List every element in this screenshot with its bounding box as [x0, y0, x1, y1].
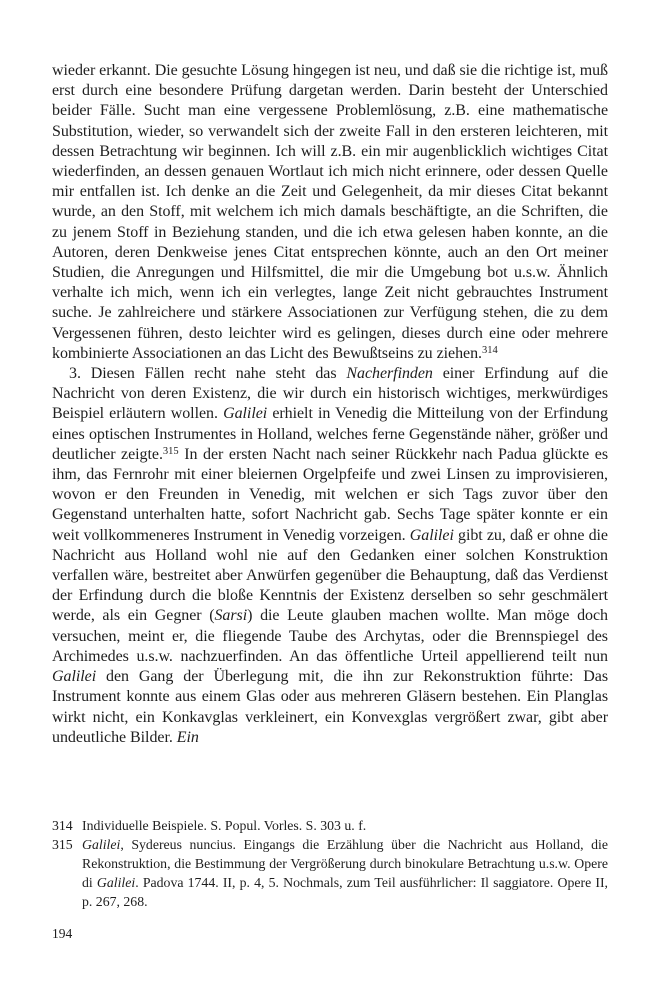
page-number: 194: [52, 926, 73, 941]
italic-text: Ein: [176, 728, 199, 746]
footnote-reference: 314: [481, 344, 498, 356]
text-run: Individuelle Beispiele. S. Popul. Vorles. S. 303 u. f.: [82, 818, 367, 833]
text-run: gibt zu, daß er ohne die Nachricht aus Holland wohl nie auf den Gedanken einer solchen Konstruktion verfallen wäre, bestreitet aber Anwürfen gegenüber die Behauptung, daß das Verdienst der Erfindung durch die bloße Kenntnis der Existenz derselben so sehr geschmälert werde, als ein Gegner (: [52, 526, 608, 625]
italic-text: Galilei: [52, 668, 97, 686]
text-run: In der ersten Nacht nach seiner Rückkehr nach Padua glückte es ihm, das Fernrohr mit einer bleiernen Orgelpfeife und zwei Linsen zu improvisieren, wovon er den Freunden in Venedig, mit welchen er sich Tags zuvor über den Gegenstand unterhalten hatte, sofort Nachricht gab. Sechs Tage später konnte er ein weit vollkommeneres Instrument in Venedig vorzeigen.: [52, 445, 608, 544]
text-run: ) die Leute glauben machen wollte. Man möge doch versuchen, meint er, die fliegende Taube des Archytas, oder die Brennspiegel des Archimedes u.s.w. nachzuerfinden. An das öffentliche Urteil appellierend teilt nun: [52, 607, 609, 665]
footnotes-section: [52, 816, 608, 911]
text-run: erhielt in Venedig die Mitteilung von der Erfindung eines optischen Instrumentes in Holland, welches ferne Gegenstände näher, größer und deutlicher zeigte.: [52, 405, 608, 463]
italic-text: Sarsi: [214, 607, 248, 625]
text-run: . Padova 1744. II, p. 4, 5. Nochmals, zum Teil ausführlicher: Il saggiatore. Opere II, p. 267, 268.: [82, 875, 608, 909]
text-run: den Gang der Überlegung mit, die ihn zur Rekonstruktion führte: Das Instrument konnte aus einem Glas oder aus mehreren Gläsern bestehen. Ein Planglas wirkt nicht, ein Konkavglas verkleinert, ein Konvexglas vergrößert zwar, gibt aber undeutliche Bilder.: [52, 668, 608, 746]
text-run: einer Erfindung auf die Nachricht von deren Existenz, die wir durch ein historisch wichtiges, merkwürdiges Beispiel erläutern wollen.: [52, 365, 608, 423]
footnote-number: 314: [52, 818, 73, 833]
footnote-number: 315: [52, 837, 73, 852]
footnote: [52, 816, 608, 835]
italic-text: Galilei: [409, 526, 454, 544]
footnote: [52, 835, 608, 911]
body-text: [52, 61, 608, 748]
paragraph: [52, 364, 608, 748]
italic-text: Nacherfinden: [346, 365, 433, 383]
text-run: 3. Diesen Fällen recht nahe steht das: [69, 365, 347, 383]
text-run: wieder erkannt. Die gesuchte Lösung hingegen ist neu, und daß sie die richtige ist, muß erst durch eine besondere Prüfung dargetan werden. Darin besteht der Unterschied beider Fälle. Sucht man eine vergessene Problemlösung, z.B. eine mathematische Substitution, wieder, so verwandelt sich der zweite Fall in den ersteren leichteren, mit dessen Betrachtung wir beginnen. Ich will z.B. ein mir augenblicklich wichtiges Citat wiederfinden, an dessen genauen Wortlaut ich mich nicht erinnere, oder dessen Quelle mir entfallen ist. Ich denke an die Zeit und Gelegenheit, da mir dieses Citat bekannt wurde, an den Stoff, mit welchem ich mich damals beschäftigte, an die Schriften, die zu jenem Stoff in Beziehung standen, und die ich etwa gelesen haben konnte, an die Autoren, deren Denkweise jenes Citat entsprechen könnte, auch an den Ort meiner Studien, die Anregungen und Hilfsmittel, die mir die Umgebung bot u.s.w. Ähnlich verhalte ich mich, wenn ich ein verlegtes, lange Zeit nicht gebrauchtes Instrument suche. Je zahlreichere und stärkere Associationen zur Verfügung stehen, die zu dem Vergessenen führen, desto leichter wird es gelingen, dieses durch eine oder mehrere kombinierte Associationen an das Licht des Bewußtseins zu ziehen.: [52, 62, 608, 362]
footnote-reference: 315: [162, 445, 179, 457]
paragraph: [52, 61, 608, 364]
text-run: , Sydereus nuncius. Eingangs die Erzählung über die Nachricht aus Holland, die Rekonstruktion, die Bestimmung der Vergrößerung durch binokulare Betrachtung u.s.w. Opere di: [82, 837, 608, 890]
italic-text: Galilei: [223, 405, 268, 423]
italic-text: Galilei: [82, 837, 121, 852]
italic-text: Galilei: [96, 875, 136, 890]
